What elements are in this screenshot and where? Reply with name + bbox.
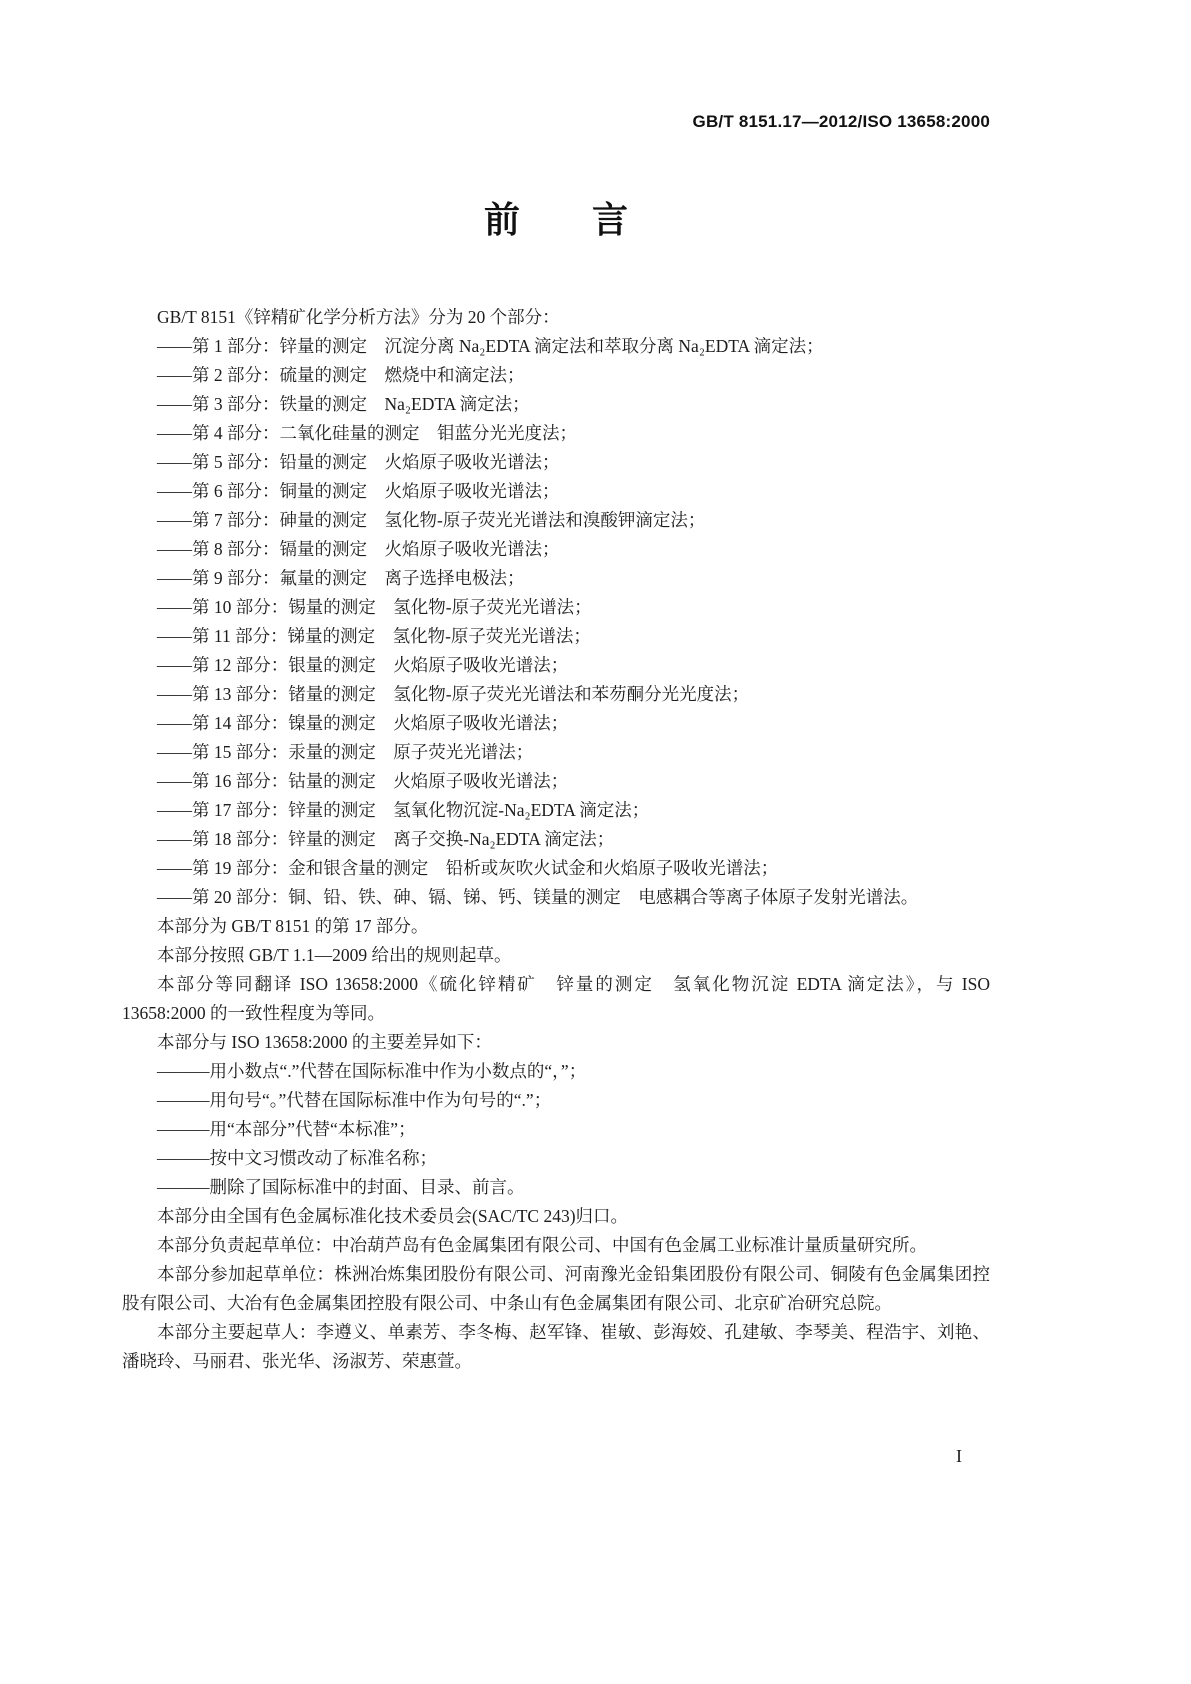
paragraph: ——第 5 部分：铅量的测定 火焰原子吸收光谱法； <box>157 452 560 472</box>
paragraph: 本部分与 ISO 13658:2000 的主要差异如下： <box>157 1032 492 1052</box>
foreword-title: 前 言 <box>483 199 628 240</box>
standard-number-header: GB/T 8151.17—2012/ISO 13658:2000 <box>692 112 990 131</box>
paragraph: ———按中文习惯改动了标准名称； <box>157 1148 437 1168</box>
paragraph: ———删除了国际标准中的封面、目录、前言。 <box>157 1177 525 1197</box>
paragraph: ——第 10 部分：锡量的测定 氢化物-原子荧光光谱法； <box>157 597 592 617</box>
paragraph: ——第 17 部分：锌量的测定 氢氧化物沉淀-Na₂EDTA 滴定法； <box>157 800 650 820</box>
paragraph: ——第 13 部分：锗量的测定 氢化物-原子荧光光谱法和苯芴酮分光光度法； <box>157 684 750 704</box>
paragraph: ——第 16 部分：钴量的测定 火焰原子吸收光谱法； <box>157 771 569 791</box>
paragraph: ——第 8 部分：镉量的测定 火焰原子吸收光谱法； <box>157 539 560 559</box>
paragraph: 本部分按照 GB/T 1.1—2009 给出的规则起草。 <box>157 945 512 965</box>
paragraph: ——第 20 部分：铜、铅、铁、砷、镉、锑、钙、镁量的测定 电感耦合等离子体原子发射光谱法。 <box>157 887 919 907</box>
page-number: I <box>956 1446 962 1466</box>
paragraph: 本部分等同翻译 ISO 13658:2000《硫化锌精矿 锌量的测定 氢氧化物沉淀 EDTA 滴定法》，与 ISO 13658:2000 的一致性程度为等同。 <box>122 974 990 1023</box>
paragraph: ———用小数点“.”代替在国际标准中作为小数点的“，”； <box>157 1061 587 1081</box>
paragraph: ——第 1 部分：锌量的测定 沉淀分离 Na₂EDTA 滴定法和萃取分离 Na₂EDTA 滴定法； <box>157 336 824 356</box>
paragraph: ———用“本部分”代替“本标准”； <box>157 1119 416 1139</box>
paragraph: ——第 11 部分：锑量的测定 氢化物-原子荧光光谱法； <box>157 626 591 646</box>
paragraph: 本部分参加起草单位：株洲冶炼集团股份有限公司、河南豫光金铅集团股份有限公司、铜陵有色金属集团控股有限公司、大冶有色金属集团控股有限公司、中条山有色金属集团有限公司、北京矿冶研究总院。 <box>122 1264 990 1313</box>
paragraph: 本部分主要起草人：李遵义、单素芳、李冬梅、赵军锋、崔敏、彭海姣、孔建敏、李琴美、程浩宇、刘艳、潘晓玲、马丽君、张光华、汤淑芳、荣惠萱。 <box>122 1322 990 1371</box>
paragraph: ——第 19 部分：金和银含量的测定 铅析或灰吹火试金和火焰原子吸收光谱法； <box>157 858 779 878</box>
paragraph: ——第 4 部分：二氧化硅量的测定 钼蓝分光光度法； <box>157 423 577 443</box>
paragraph: ——第 3 部分：铁量的测定 Na₂EDTA 滴定法； <box>157 394 530 414</box>
paragraph: 本部分为 GB/T 8151 的第 17 部分。 <box>157 916 429 936</box>
foreword-body <box>122 303 990 1376</box>
paragraph: 本部分由全国有色金属标准化技术委员会(SAC/TC 243)归口。 <box>157 1206 629 1226</box>
paragraph: ——第 14 部分：镍量的测定 火焰原子吸收光谱法； <box>157 713 569 733</box>
paragraph: ——第 15 部分：汞量的测定 原子荧光光谱法； <box>157 742 534 762</box>
paragraph: ——第 9 部分：氟量的测定 离子选择电极法； <box>157 568 525 588</box>
paragraph: ——第 7 部分：砷量的测定 氢化物-原子荧光光谱法和溴酸钾滴定法； <box>157 510 706 530</box>
paragraph: 本部分负责起草单位：中冶葫芦岛有色金属集团有限公司、中国有色金属工业标准计量质量研究所。 <box>157 1235 927 1255</box>
paragraph: ———用句号“。”代替在国际标准中作为句号的“.”； <box>157 1090 552 1110</box>
paragraph: ——第 12 部分：银量的测定 火焰原子吸收光谱法； <box>157 655 569 675</box>
paragraph: ——第 18 部分：锌量的测定 离子交换-Na₂EDTA 滴定法； <box>157 829 615 849</box>
paragraph: ——第 6 部分：铜量的测定 火焰原子吸收光谱法； <box>157 481 560 501</box>
paragraph: GB/T 8151《锌精矿化学分析方法》分为 20 个部分： <box>157 307 560 327</box>
paragraph: ——第 2 部分：硫量的测定 燃烧中和滴定法； <box>157 365 525 385</box>
